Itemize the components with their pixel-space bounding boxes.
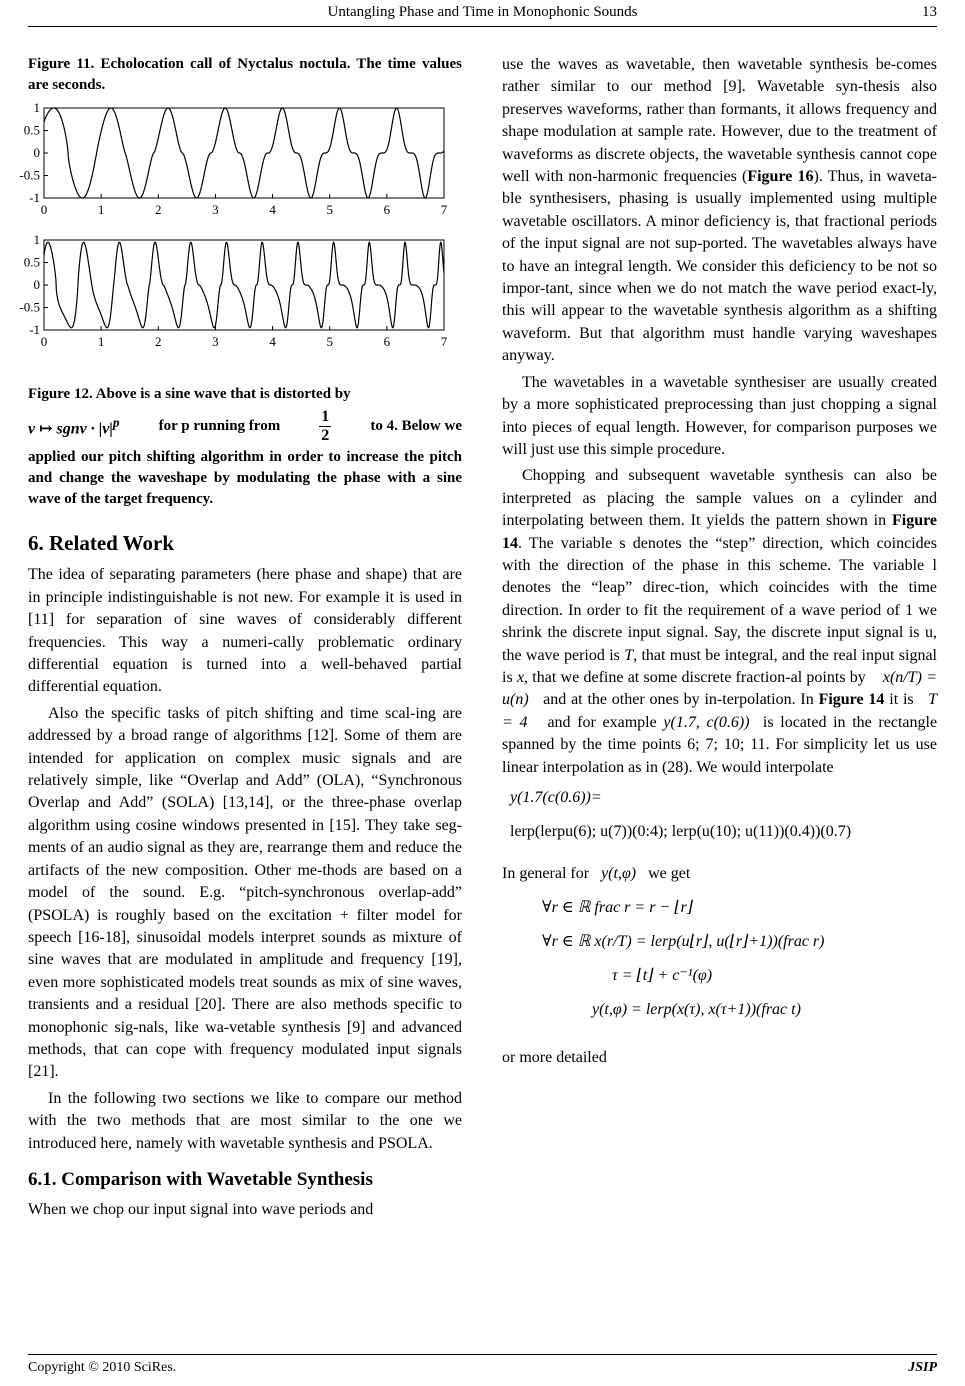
waveform-line xyxy=(44,242,444,328)
right-para-3-k: and for example xyxy=(547,713,657,731)
x-tick-label: 5 xyxy=(326,202,333,217)
right-para-1 xyxy=(502,54,937,368)
eq-x-def: x(n/T) = u(n) xyxy=(502,668,938,709)
equation-y-lerp: y(t,φ) = lerp(x(τ), x(τ+1))(frac t) xyxy=(592,1001,801,1019)
y-tick-label: 0 xyxy=(33,277,40,292)
x-tick-label: 5 xyxy=(326,334,333,349)
x-tick-label: 3 xyxy=(212,334,219,349)
right-para-1-c: ). Thus, in waveta-ble synthesisers, phasing is usually implemented using multiple wavetable oscillators. A minor deficiency is, that fractional periods of the input signal are not sup-ported. The wavetables always have to have an integral length. We consider this deficiency to be not so impor-tant, since when we do not match the wave period exact-ly, this will appear to the wavetable synthesis algorithm as a shifting waveform. But that algorithm must handle varying waveshapes anyway. xyxy=(502,168,938,365)
figure-12-bottom-plot xyxy=(19,232,462,362)
y-tick-label: 1 xyxy=(33,232,40,247)
right-para-3-j: it is xyxy=(889,691,914,709)
section-6-1-title: 6.1. Comparison with Wavetable Synthesis xyxy=(28,1168,373,1190)
right-para-3-a: Chopping and subsequent wavetable synthesis can also be interpreted as placing the sample values on a cylinder and interpolating between them. It yields the pattern shown in xyxy=(502,467,937,530)
y-tick-label: -0.5 xyxy=(19,299,40,315)
right-para-3-c: . The variable s denotes the “step” direction, which coincides with the direction of the phase in this scheme. The variable l denotes the “leap” direc-tion, which coincides with the time direction. In order to fit the requirement of a wave period of 1 we shrink the discrete input signal. Say, the discrete input signal is u, the wave period is xyxy=(502,534,937,664)
y-tick-label: -1 xyxy=(29,190,40,205)
y-tick-label: 1 xyxy=(33,100,40,115)
waveform-line xyxy=(44,108,444,198)
figure-12-top-plot xyxy=(19,100,462,230)
figure-14-ref: Figure 14 xyxy=(502,512,937,552)
right-para-3-g: , that we define at some discrete fraction-al points by xyxy=(524,668,866,686)
eq-T: T = 4 xyxy=(502,691,938,731)
right-para-3-h: and at the other ones by in-terpolation. In xyxy=(543,691,814,709)
footer-copyright: Copyright © 2010 SciRes. xyxy=(28,1360,177,1375)
figure-16-ref: Figure 16 xyxy=(747,168,814,186)
running-header: Untangling Phase and Time in Monophonic Sounds xyxy=(327,4,638,20)
right-para-3-l: is located in the rectangle spanned by the time points 6; 7; 10; 11. For simplicity let us use linear interpolation as in (28). We would interpolate xyxy=(502,713,938,776)
x-tick-label: 1 xyxy=(97,202,105,217)
page-number: 13 xyxy=(922,4,937,20)
section-6-para-1: The idea of separating parameters (here phase and shape) that are in principle indistinguishable is not new. For example it is used in [11] for separation of sine waves of considerably different frequencies. This way a numeri-cally problematic ordinary differential equation is turned into a well-behaved partial differential equation. xyxy=(28,566,462,696)
eq-y-general: y(t,φ) xyxy=(601,865,637,882)
x-tick-label: 2 xyxy=(155,334,162,349)
left-column xyxy=(19,54,462,1226)
var-T: T xyxy=(624,646,634,664)
right-para-2: The wavetables in a wavetable synthesiser are usually created by a more sophisticated preprocessing than just chopping a signal into pieces of equal length. However, for comparison purposes we will just use this simple procedure. xyxy=(502,373,937,458)
fig12-mid: for p running from xyxy=(158,417,281,434)
right-para-5: or more detailed xyxy=(502,1049,607,1067)
fraction-one-half xyxy=(319,408,331,445)
x-tick-label: 6 xyxy=(383,334,391,349)
section-6-para-3: In the following two sections we like to compare our method with the two methods that are most similar to the one we introduced here, namely with wavetable synthesis and PSOLA. xyxy=(28,1089,462,1152)
right-para-4-a: In general for xyxy=(502,865,590,882)
right-para-4-b: we get xyxy=(648,865,691,882)
x-tick-label: 2 xyxy=(155,202,162,217)
section-6-1-para-1: When we chop our input signal into wave periods and xyxy=(28,1201,374,1219)
right-para-3 xyxy=(502,465,937,779)
equation-x-interp: ∀r ∈ ℝ x(r/T) = lerp(u⌊r⌋, u(⌊r⌋+1))(frac r) xyxy=(542,933,825,951)
section-6-title: 6. Related Work xyxy=(28,531,175,555)
figure-11-caption: Figure 11. Echolocation call of Nyctalus noctula. The time values are seconds. xyxy=(28,56,462,93)
x-tick-label: 0 xyxy=(40,334,48,349)
figure-14-ref-2: Figure 14 xyxy=(818,691,885,709)
y-tick-label: 0 xyxy=(33,145,40,160)
fig12-tail: to 4. Below we xyxy=(370,417,462,434)
right-para-4 xyxy=(502,863,937,885)
equation-interp-1: y(1.7(c(0.6))= xyxy=(510,789,602,806)
y-tick-label: -1 xyxy=(29,322,40,337)
x-tick-label: 0 xyxy=(40,202,48,217)
right-para-1-a: use the waves as wavetable, then wavetable synthesis be-comes rather similar to our method [9]. Wavetable syn-thesis also preserves waveforms, rather than formants, it allows frequency and shape modulation at sample rate. However, due to the treatment of waveforms as discrete objects, the wavetable synthesis cannot cope well with non-harmonic frequencies ( xyxy=(502,56,937,186)
figure-12-caption xyxy=(28,384,462,510)
fraction-den: 2 xyxy=(321,426,330,444)
right-column xyxy=(502,54,937,1074)
plot-frame xyxy=(44,240,444,330)
x-tick-label: 3 xyxy=(212,202,219,217)
x-tick-label: 4 xyxy=(269,334,276,349)
x-tick-label: 7 xyxy=(440,334,448,349)
header-rule xyxy=(28,26,937,27)
footer-rule xyxy=(28,1354,937,1355)
fig12-lead: Figure 12. Above is a sine wave that is distorted by xyxy=(28,386,351,402)
y-tick-label: 0.5 xyxy=(23,122,40,138)
eq-y-example: y(1.7, c(0.6)) xyxy=(663,713,750,731)
x-tick-label: 7 xyxy=(440,202,448,217)
section-6-para-2: Also the specific tasks of pitch shifting and time scal-ing are addressed by a broad range of algorithms [12]. Some of them are intended for application on complex music signals and are relatively simple, like “Overlap and Add” (OLA), “Synchronous Overlap and Add” (SOLA) [13,14], or the three-phase overlap algorithm using cosine windows presented in [15]. They take seg-ments of an audio signal as they are, rearrange them and reduce the artifacts of the new composition. Other me-thods are based on a model of the sound. E.g. “pitch-synchronous overlap-add” (PSOLA) is roughly based on the excitation + filter model for speech [16-18], sinusoidal models interpret sounds as mixture of sine waves that are modulated in amplitude and frequency [19], even more sophisticated models treat sounds as mix of sine waves, transients and a residual [20]. There are also methods specific to monophonic sig-nals, like wa-vetable synthesis [9] and advanced methods, that can cope with frequency modulated input signals [21]. xyxy=(28,704,462,1081)
var-x: x xyxy=(516,668,525,686)
fraction-num: 1 xyxy=(321,407,330,425)
y-tick-label: 0.5 xyxy=(23,254,40,270)
equation-tau: τ = ⌊t⌋ + c⁻¹(φ) xyxy=(612,967,713,985)
fig12-rest: applied our pitch shifting algorithm in order to increase the pitch and change the waveshape by modulating the phase with a sine wave of the target frequency. xyxy=(28,449,462,507)
y-tick-label: -0.5 xyxy=(19,167,40,183)
footer-journal: JSIP xyxy=(908,1360,937,1375)
fig12-map: v ↦ sgnv · |v| xyxy=(28,420,113,438)
right-para-3-e: , that must be integral, and the real input signal is xyxy=(502,646,937,686)
x-tick-label: 1 xyxy=(97,334,105,349)
x-tick-label: 6 xyxy=(383,202,391,217)
fig12-exp: p xyxy=(112,415,120,431)
x-tick-label: 4 xyxy=(269,202,276,217)
equation-frac: ∀r ∈ ℝ frac r = r − ⌊r⌋ xyxy=(542,899,693,917)
equation-interp-2: lerp(lerpu(6); u(7))(0:4); lerp(u(10); u(11))(0.4))(0.7) xyxy=(510,823,852,840)
